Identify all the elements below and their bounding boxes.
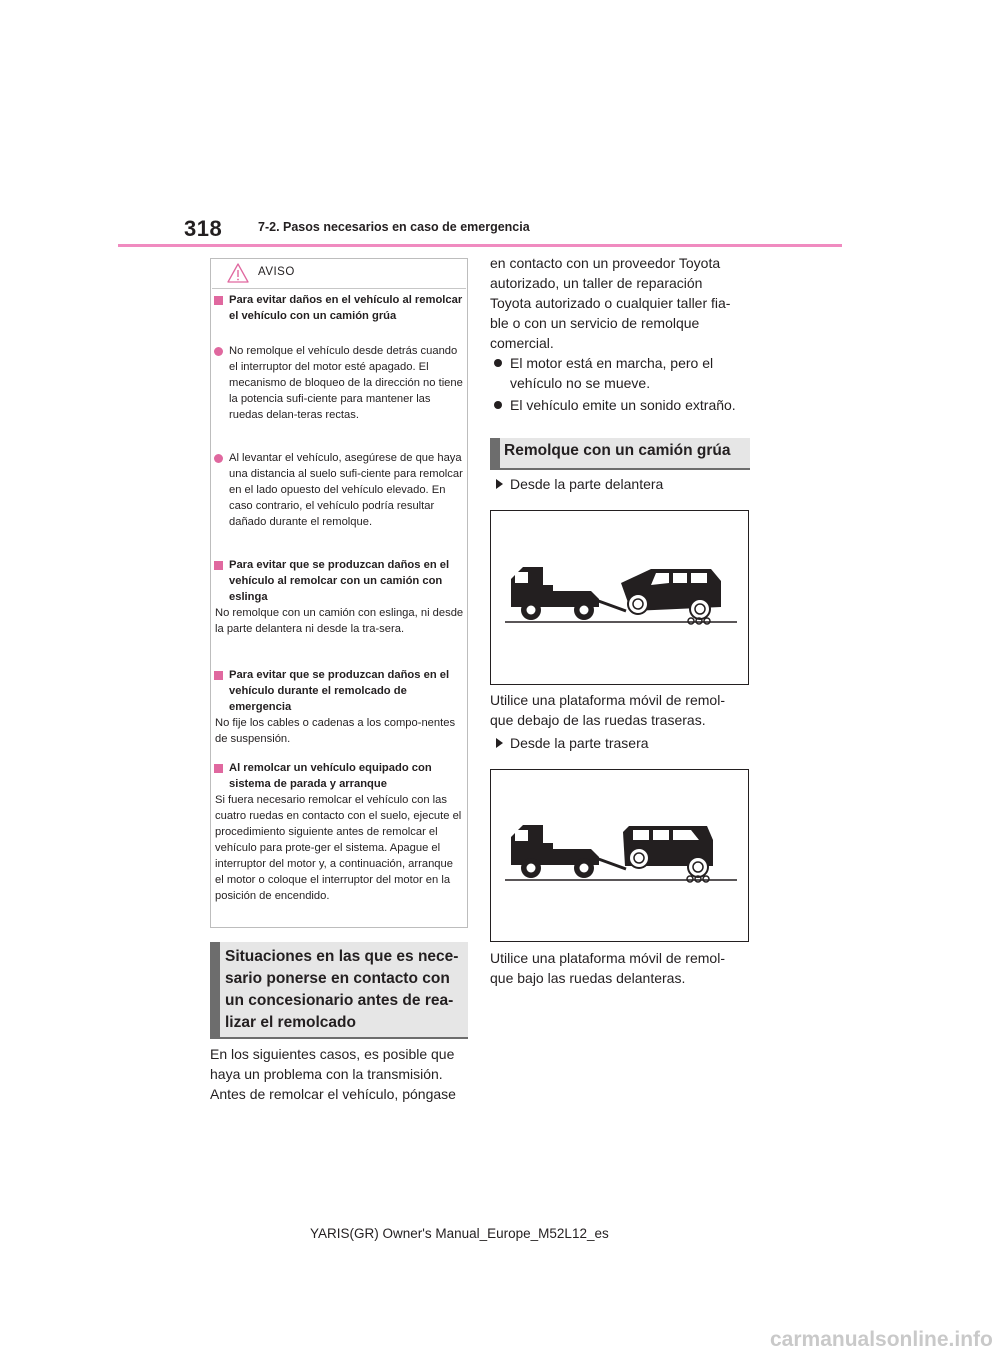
bullet-dot-icon [494,401,502,409]
situations-paragraph [210,1044,470,1104]
warning-label: AVISO [258,266,295,278]
tow-truck-front-lift-icon [490,510,749,685]
pink-square-icon [214,561,223,570]
paragraph-line: autorizado, un taller de reparación [490,275,703,291]
rear-caption [490,948,752,988]
warning-section-emergency [214,667,464,747]
heading-line: sario ponerse en contacto con [225,970,450,987]
heading-line: un concesionario antes de rea- [225,992,454,1009]
pink-dot-icon [214,454,223,463]
pink-square-icon [214,296,223,305]
warning-triangle-icon [226,262,250,284]
bullet-line: vehículo no se mueve. [510,375,651,391]
tow-truck-rear-lift-icon [490,769,749,942]
paragraph-line: haya un problema con la transmisión. [210,1066,443,1082]
heading-bar [490,438,500,468]
pink-square-icon [214,764,223,773]
warning-heading-text: Para evitar que se produzcan daños en el vehículo al remolcar con un camión con eslinga [229,559,450,603]
warning-body-text: Si fuera necesario remolcar el vehículo con las cuatro ruedas en contacto con el suelo, ejecute el procedimiento siguiente antes de remolcar el vehículo para prote-ger el sistema. Apague el interruptor del motor y, a continuación, arranque el motor o coloque el interruptor del motor en la posición de encendido. [215,794,462,902]
rear-label: Desde la parte trasera [510,735,649,751]
pink-square-icon [214,671,223,680]
warning-bullet-text: Al levantar el vehículo, asegúrese de que haya una distancia al suelo sufi-ciente para remolcar en el lado opuesto del vehículo elevado. En caso contrario, el vehículo podría resultar dañado durante el remolque. [229,452,463,528]
arrow-right-icon [496,738,503,748]
front-caption [490,690,752,730]
section-title: 7-2. Pasos necesarios en caso de emergencia [258,220,530,234]
heading-line: Situaciones en las que es nece- [225,948,459,965]
warning-heading-1 [214,292,464,324]
caption-line: Utilice una plataforma móvil de remol- [490,692,725,708]
bullet-item-noise [510,395,750,415]
warning-section-stop-start [214,760,464,904]
paragraph-line: En los siguientes casos, es posible que [210,1046,455,1062]
paragraph-line: Antes de remolcar el vehículo, póngase [210,1086,456,1102]
front-label: Desde la parte delantera [510,476,664,492]
warning-body-text: No remolque con un camión con eslinga, ni desde la parte delantera ni desde la tra-sera. [215,607,464,635]
bullet-dot-icon [494,359,502,367]
warning-divider [212,288,466,289]
heading-rule [490,468,750,470]
paragraph-line: Toyota autorizado o cualquier taller fia- [490,295,731,311]
situations-paragraph-continued [490,253,752,353]
paragraph-line: comercial. [490,335,554,351]
paragraph-line: en contacto con un proveedor Toyota [490,255,721,271]
caption-line: que debajo de las ruedas traseras. [490,712,706,728]
heading-rule [210,1037,468,1039]
watermark: carmanualsonline.info [770,1328,993,1351]
paragraph-line: ble o con un servicio de remolque [490,315,700,331]
page-number: 318 [184,216,223,241]
warning-bullet-1 [214,343,464,423]
warning-body-text: No fije los cables o cadenas a los compo-nentes de suspensión. [215,717,456,745]
arrow-right-icon [496,479,503,489]
heading-bar [210,942,220,1037]
heading-line: lizar el remolcado [225,1014,356,1031]
warning-bullet-text: No remolque el vehículo desde detrás cuando el interruptor del motor esté apagado. El mecanismo de bloqueo de la dirección no tiene la potencia sufi-ciente para mantener las ruedas delan-teras rectas. [229,345,463,421]
warning-heading-text: Para evitar daños en el vehículo al remolcar el vehículo con un camión grúa [229,294,463,322]
caption-line: que bajo las ruedas delanteras. [490,970,686,986]
tow-truck-heading: Remolque con un camión grúa [504,442,731,459]
warning-heading-text: Al remolcar un vehículo equipado con sistema de parada y arranque [229,762,432,790]
warning-section-sling [214,557,464,637]
caption-line: Utilice una plataforma móvil de remol- [490,950,725,966]
situations-heading [225,946,467,1034]
warning-heading-text: Para evitar que se produzcan daños en el vehículo durante el remolcado de emergencia [229,669,450,713]
bullet-item-engine [510,353,750,393]
bullet-line: El motor está en marcha, pero el [510,355,714,371]
header-rule [118,244,842,247]
warning-bullet-2 [214,450,464,530]
pink-dot-icon [214,347,223,356]
footer-manual-id: YARIS(GR) Owner's Manual_Europe_M52L12_es [310,1226,609,1241]
bullet-line: El vehículo emite un sonido extraño. [510,397,736,413]
